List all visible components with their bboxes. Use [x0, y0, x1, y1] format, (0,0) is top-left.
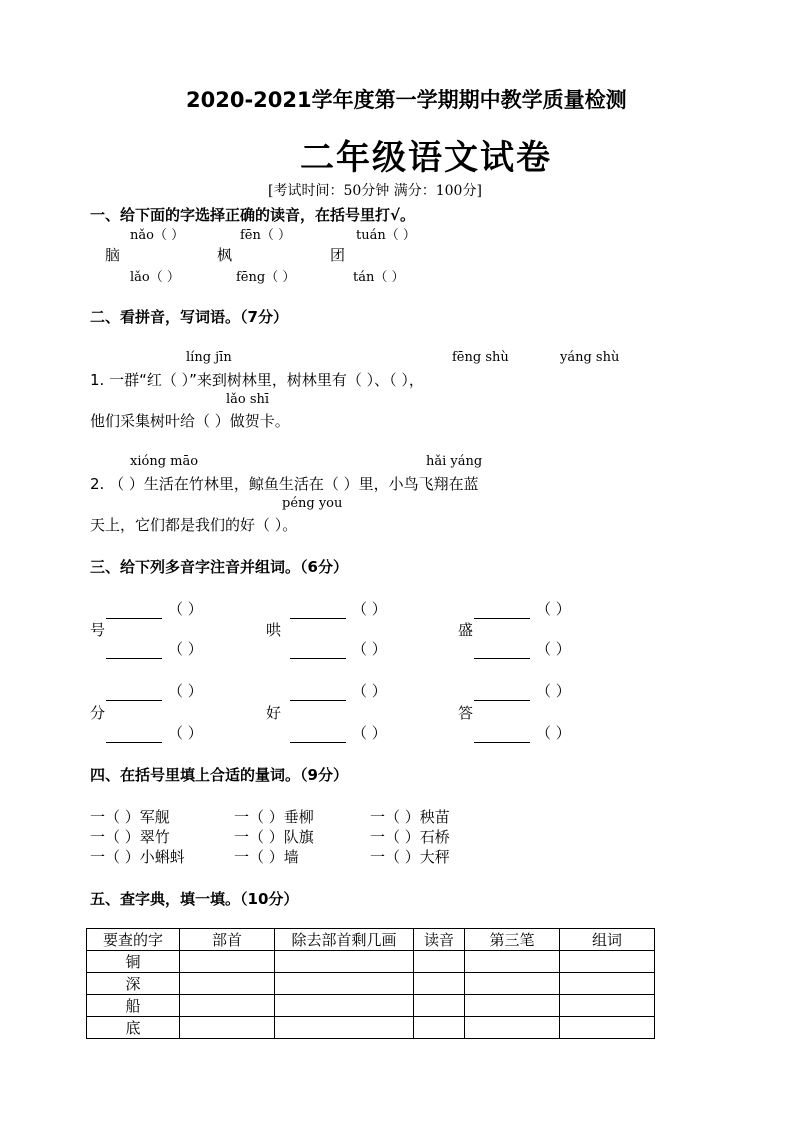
lookup-char: 铜 — [87, 951, 180, 973]
pinyin-option: fēng（ ） — [236, 270, 296, 285]
table-cell[interactable] — [275, 973, 414, 995]
table-row — [87, 951, 655, 973]
question-line: 2. （ ）生活在竹林里，鲸鱼生活在（ ）里，小鸟飞翔在蓝 — [90, 475, 479, 493]
table-header-row — [87, 929, 655, 951]
pinyin-hint: xióng māo — [130, 454, 199, 469]
column-header: 第三笔 — [465, 929, 560, 951]
measure-word-item: 一（ ）军舰 — [90, 808, 170, 826]
table-row — [87, 1017, 655, 1039]
answer-line: （ ） — [106, 638, 203, 659]
table-cell[interactable] — [275, 951, 414, 973]
target-char: 枫 — [217, 246, 233, 264]
lookup-char: 深 — [87, 973, 180, 995]
measure-word-item: 一（ ）队旗 — [234, 828, 314, 846]
column-header: 读音 — [414, 929, 465, 951]
answer-line: （ ） — [106, 680, 203, 701]
pinyin-option: lǎo（ ） — [130, 270, 180, 285]
answer-line: （ ） — [106, 722, 203, 743]
section4-heading: 四、在括号里填上合适的量词。（9分） — [90, 766, 348, 784]
table-cell[interactable] — [414, 973, 465, 995]
measure-word-item: 一（ ）石桥 — [370, 828, 450, 846]
table-row — [87, 973, 655, 995]
table-cell[interactable] — [465, 973, 560, 995]
answer-line: （ ） — [290, 638, 387, 659]
column-header: 除去部首剩几画 — [275, 929, 414, 951]
column-header: 部首 — [180, 929, 275, 951]
polyphone-char: 哄 — [266, 621, 282, 639]
question-line: 他们采集树叶给（ ）做贺卡。 — [90, 412, 290, 430]
table-cell[interactable] — [275, 995, 414, 1017]
lookup-char: 船 — [87, 995, 180, 1017]
question-line: 天上，它们都是我们的好（ ）。 — [90, 516, 298, 534]
answer-line: （ ） — [474, 598, 571, 619]
measure-word-item: 一（ ）大秤 — [370, 848, 450, 866]
measure-word-item: 一（ ）秧苗 — [370, 808, 450, 826]
target-char: 脑 — [105, 246, 121, 264]
exam-title: 2020-2021学年度第一学期期中教学质量检测 — [186, 88, 627, 112]
table-cell[interactable] — [465, 1017, 560, 1039]
pinyin-hint: lǎo shī — [226, 392, 270, 407]
measure-word-item: 一（ ）垂柳 — [234, 808, 314, 826]
pinyin-hint: hǎi yáng — [426, 454, 483, 469]
pinyin-hint: fēng shù — [452, 350, 509, 365]
table-cell[interactable] — [414, 951, 465, 973]
paper-title: 二年级语文试卷 — [300, 138, 552, 178]
polyphone-char: 答 — [458, 704, 474, 722]
table-cell[interactable] — [414, 1017, 465, 1039]
polyphone-char: 好 — [266, 704, 282, 722]
pinyin-hint: yáng shù — [560, 350, 620, 365]
measure-word-item: 一（ ）翠竹 — [90, 828, 170, 846]
answer-line: （ ） — [106, 598, 203, 619]
polyphone-char: 盛 — [458, 621, 474, 639]
table-cell[interactable] — [560, 951, 655, 973]
section1-heading: 一、给下面的字选择正确的读音，在括号里打√。 — [90, 206, 416, 224]
answer-line: （ ） — [290, 680, 387, 701]
table-cell[interactable] — [560, 973, 655, 995]
measure-word-item: 一（ ）墙 — [234, 848, 299, 866]
table-cell[interactable] — [275, 1017, 414, 1039]
table-cell[interactable] — [465, 951, 560, 973]
table-cell[interactable] — [180, 1017, 275, 1039]
table-cell[interactable] — [465, 995, 560, 1017]
answer-line: （ ） — [474, 680, 571, 701]
pinyin-option: tán（ ） — [353, 270, 405, 285]
section5-heading: 五、查字典，填一填。（10分） — [90, 890, 299, 908]
table-cell[interactable] — [414, 995, 465, 1017]
table-cell[interactable] — [180, 973, 275, 995]
answer-line: （ ） — [290, 722, 387, 743]
table-cell[interactable] — [560, 995, 655, 1017]
pinyin-hint: péng you — [282, 496, 343, 511]
answer-line: （ ） — [474, 722, 571, 743]
table-row — [87, 995, 655, 1017]
pinyin-option: fēn（ ） — [240, 228, 292, 243]
section2-heading: 二、看拼音，写词语。（7分） — [90, 308, 288, 326]
pinyin-option: nǎo（ ） — [130, 228, 185, 243]
answer-line: （ ） — [290, 598, 387, 619]
column-header: 组词 — [560, 929, 655, 951]
pinyin-option: tuán（ ） — [356, 228, 416, 243]
table-cell[interactable] — [180, 951, 275, 973]
polyphone-char: 号 — [90, 621, 106, 639]
target-char: 团 — [330, 246, 346, 264]
pinyin-hint: líng jīn — [186, 350, 232, 365]
polyphone-char: 分 — [90, 704, 106, 722]
table-cell[interactable] — [560, 1017, 655, 1039]
column-header: 要查的字 — [87, 929, 180, 951]
question-line: 1. 一群“红（ ）”来到树林里，树林里有（ ）、（ ）， — [90, 371, 424, 389]
exam-info: [考试时间：50分钟 满分：100分] — [268, 183, 482, 199]
dictionary-table — [86, 928, 655, 1039]
answer-line: （ ） — [474, 638, 571, 659]
lookup-char: 底 — [87, 1017, 180, 1039]
table-cell[interactable] — [180, 995, 275, 1017]
measure-word-item: 一（ ）小蝌蚪 — [90, 848, 185, 866]
section3-heading: 三、给下列多音字注音并组词。（6分） — [90, 558, 348, 576]
